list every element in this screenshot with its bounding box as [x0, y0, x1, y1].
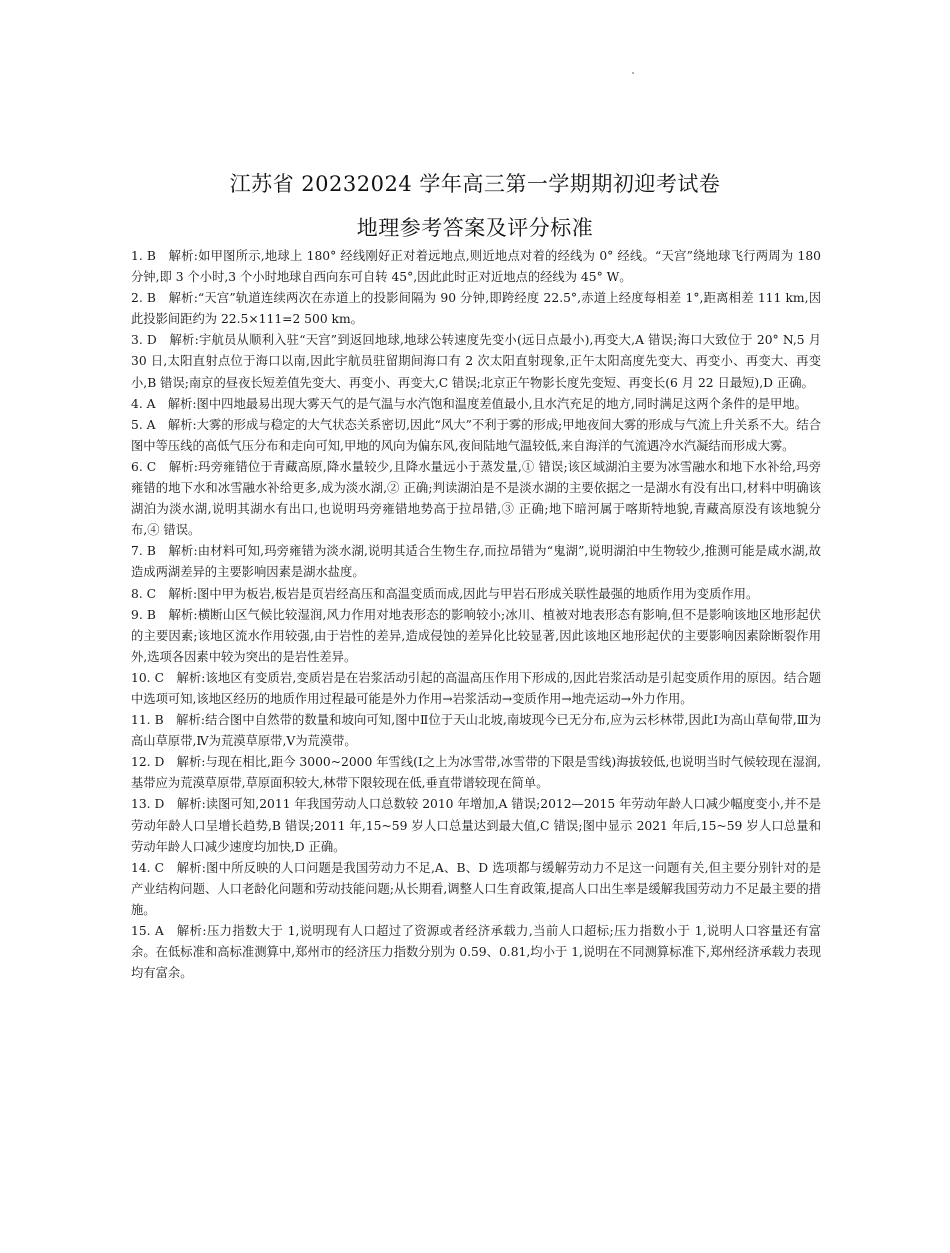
- answer-item-10: 10. C 解析:该地区有变质岩,变质岩是在岩浆活动引起的高温高压作用下形成的,因此岩浆活动是引起变质作用的原因。结合题中选项可知,该地区经历的地质作用过程最可能是外力作用→岩浆活动→变质作用→地壳运动→外力作用。: [131, 670, 821, 706]
- answer-item-3: 3. D 解析:宇航员从顺利入驻“天宫”到返回地球,地球公转速度先变小(远日点最小),再变大,A 错误;海口大致位于 20° N,5 月 30 日,太阳直射点位于海口以南,因此宇航员驻留期间海口有 2 次太阳直射现象,正午太阳高度先变大、再变小、再变大、再变小,B 错误;南京的昼夜长短差值先变大、再变小、再变大,C 错误;北京正午物影长度先变短、再变长(6 月 22 日最短),D 正确。: [131, 333, 821, 390]
- answer-item-13: 13. D 解析:读图可知,2011 年我国劳动人口总数较 2010 年增加,A 错误;2012—2015 年劳动年龄人口减少幅度变小,并不是劳动年龄人口呈增长趋势,B 错误;2011 年,15~59 岁人口总量达到最大值,C 错误;图中显示 2021 年后,15~59 岁人口总量和劳动年龄人口减少速度均加快,D 正确。: [131, 797, 821, 854]
- answer-item-6: 6. C 解析:玛旁雍错位于青藏高原,降水量较少,且降水量远小于蒸发量,① 错误;该区域湖泊主要为冰雪融水和地下水补给,玛旁雍错的地下水和冰雪融水补给更多,成为淡水湖,② 正确;判读湖泊是不是淡水湖的主要依据之一是湖水有没有出口,材料中明确该湖泊为淡水湖,说明其湖水有出口,也说明玛旁雍错地势高于拉昂错,③ 正确;地下暗河属于喀斯特地貌,青藏高原没有该地貌分布,④ 错误。: [131, 459, 821, 538]
- answer-list: [131, 246, 821, 984]
- answer-item-5: 5. A 解析:大雾的形成与稳定的大气状态关系密切,因此“风大”不利于雾的形成;甲地夜间大雾的形成与气流上升关系不大。结合图中等压线的高低气压分布和走向可知,甲地的风向为偏东风,夜间陆地气温较低,来自海洋的气流遇冷水汽凝结而形成大雾。: [131, 417, 821, 453]
- answer-item-8: 8. C 解析:图中甲为板岩,板岩是页岩经高压和高温变质而成,因此与甲岩石形成关联性最强的地质作用为变质作用。: [131, 586, 759, 601]
- answer-item-15: 15. A 解析:压力指数大于 1,说明现有人口超过了资源或者经济承载力,当前人口超标;压力指数小于 1,说明人口容量还有富余。在低标准和高标准测算中,郑州市的经济压力指数分别为 0.59、0.81,均小于 1,说明在不同测算标准下,郑州经济承载力表现均有富余。: [131, 924, 821, 981]
- document-subtitle: 地理参考答案及评分标准: [356, 216, 594, 240]
- answer-item-1: 1. B 解析:如甲图所示,地球上 180° 经线刚好正对着远地点,则近地点对着的经线为 0° 经线。“天宫”绕地球飞行两周为 180 分钟,即 3 个小时,3 个小时地球自西向东可自转 45°,因此此时正对近地点的经线为 45° W。: [131, 249, 821, 285]
- answer-item-2: 2. B 解析:“天宫”轨道连续两次在赤道上的投影间隔为 90 分钟,即跨经度 22.5°,赤道上经度每相差 1°,距离相差 111 km,因此投影间距约为 22.5×111=2 500 km。: [131, 291, 821, 327]
- answer-item-11: 11. B 解析:结合图中自然带的数量和坡向可知,图中Ⅱ位于天山北坡,南坡现今已无分布,应为云杉林带,因此Ⅰ为高山草甸带,Ⅲ为高山草原带,Ⅳ为荒漠草原带,Ⅴ为荒漠带。: [131, 713, 821, 749]
- answer-item-9: 9. B 解析:横断山区气候比较湿润,风力作用对地表形态的影响较小;冰川、植被对地表形态有影响,但不是影响该地区地形起伏的主要因素;该地区流水作用较强,由于岩性的差异,造成侵蚀的差异化比较显著,因此该地区地形起伏的主要影响因素除断裂作用外,选项各因素中较为突出的是岩性差异。: [131, 607, 821, 664]
- answer-item-14: 14. C 解析:图中所反映的人口问题是我国劳动力不足,A、B、D 选项都与缓解劳动力不足这一问题有关,但主要分别针对的是产业结构问题、人口老龄化问题和劳动技能问题;从长期看,调整人口生育政策,提高人口出生率是缓解我国劳动力不足最主要的措施。: [131, 860, 821, 917]
- answer-item-4: 4. A 解析:图中四地最易出现大雾天气的是气温与水汽饱和温度差值最小,且水汽充足的地方,同时满足这两个条件的是甲地。: [131, 396, 807, 411]
- answer-item-12: 12. D 解析:与现在相比,距今 3000~2000 年雪线(Ⅰ之上为冰雪带,冰雪带的下限是雪线)海拔较低,也说明当时气候较现在湿润,基带应为荒漠草原带,草原面积较大,林带下限较现在低,垂直带谱较现在简单。: [131, 755, 821, 791]
- scan-dot: [632, 72, 634, 74]
- answer-item-7: 7. B 解析:由材料可知,玛旁雍错为淡水湖,说明其适合生物生存,而拉昂错为“鬼湖”,说明湖泊中生物较少,推测可能是咸水湖,故造成两湖差异的主要影响因素是湖水盐度。: [131, 544, 821, 580]
- document-title: 江苏省 20232024 学年高三第一学期期初迎考试卷: [229, 172, 721, 196]
